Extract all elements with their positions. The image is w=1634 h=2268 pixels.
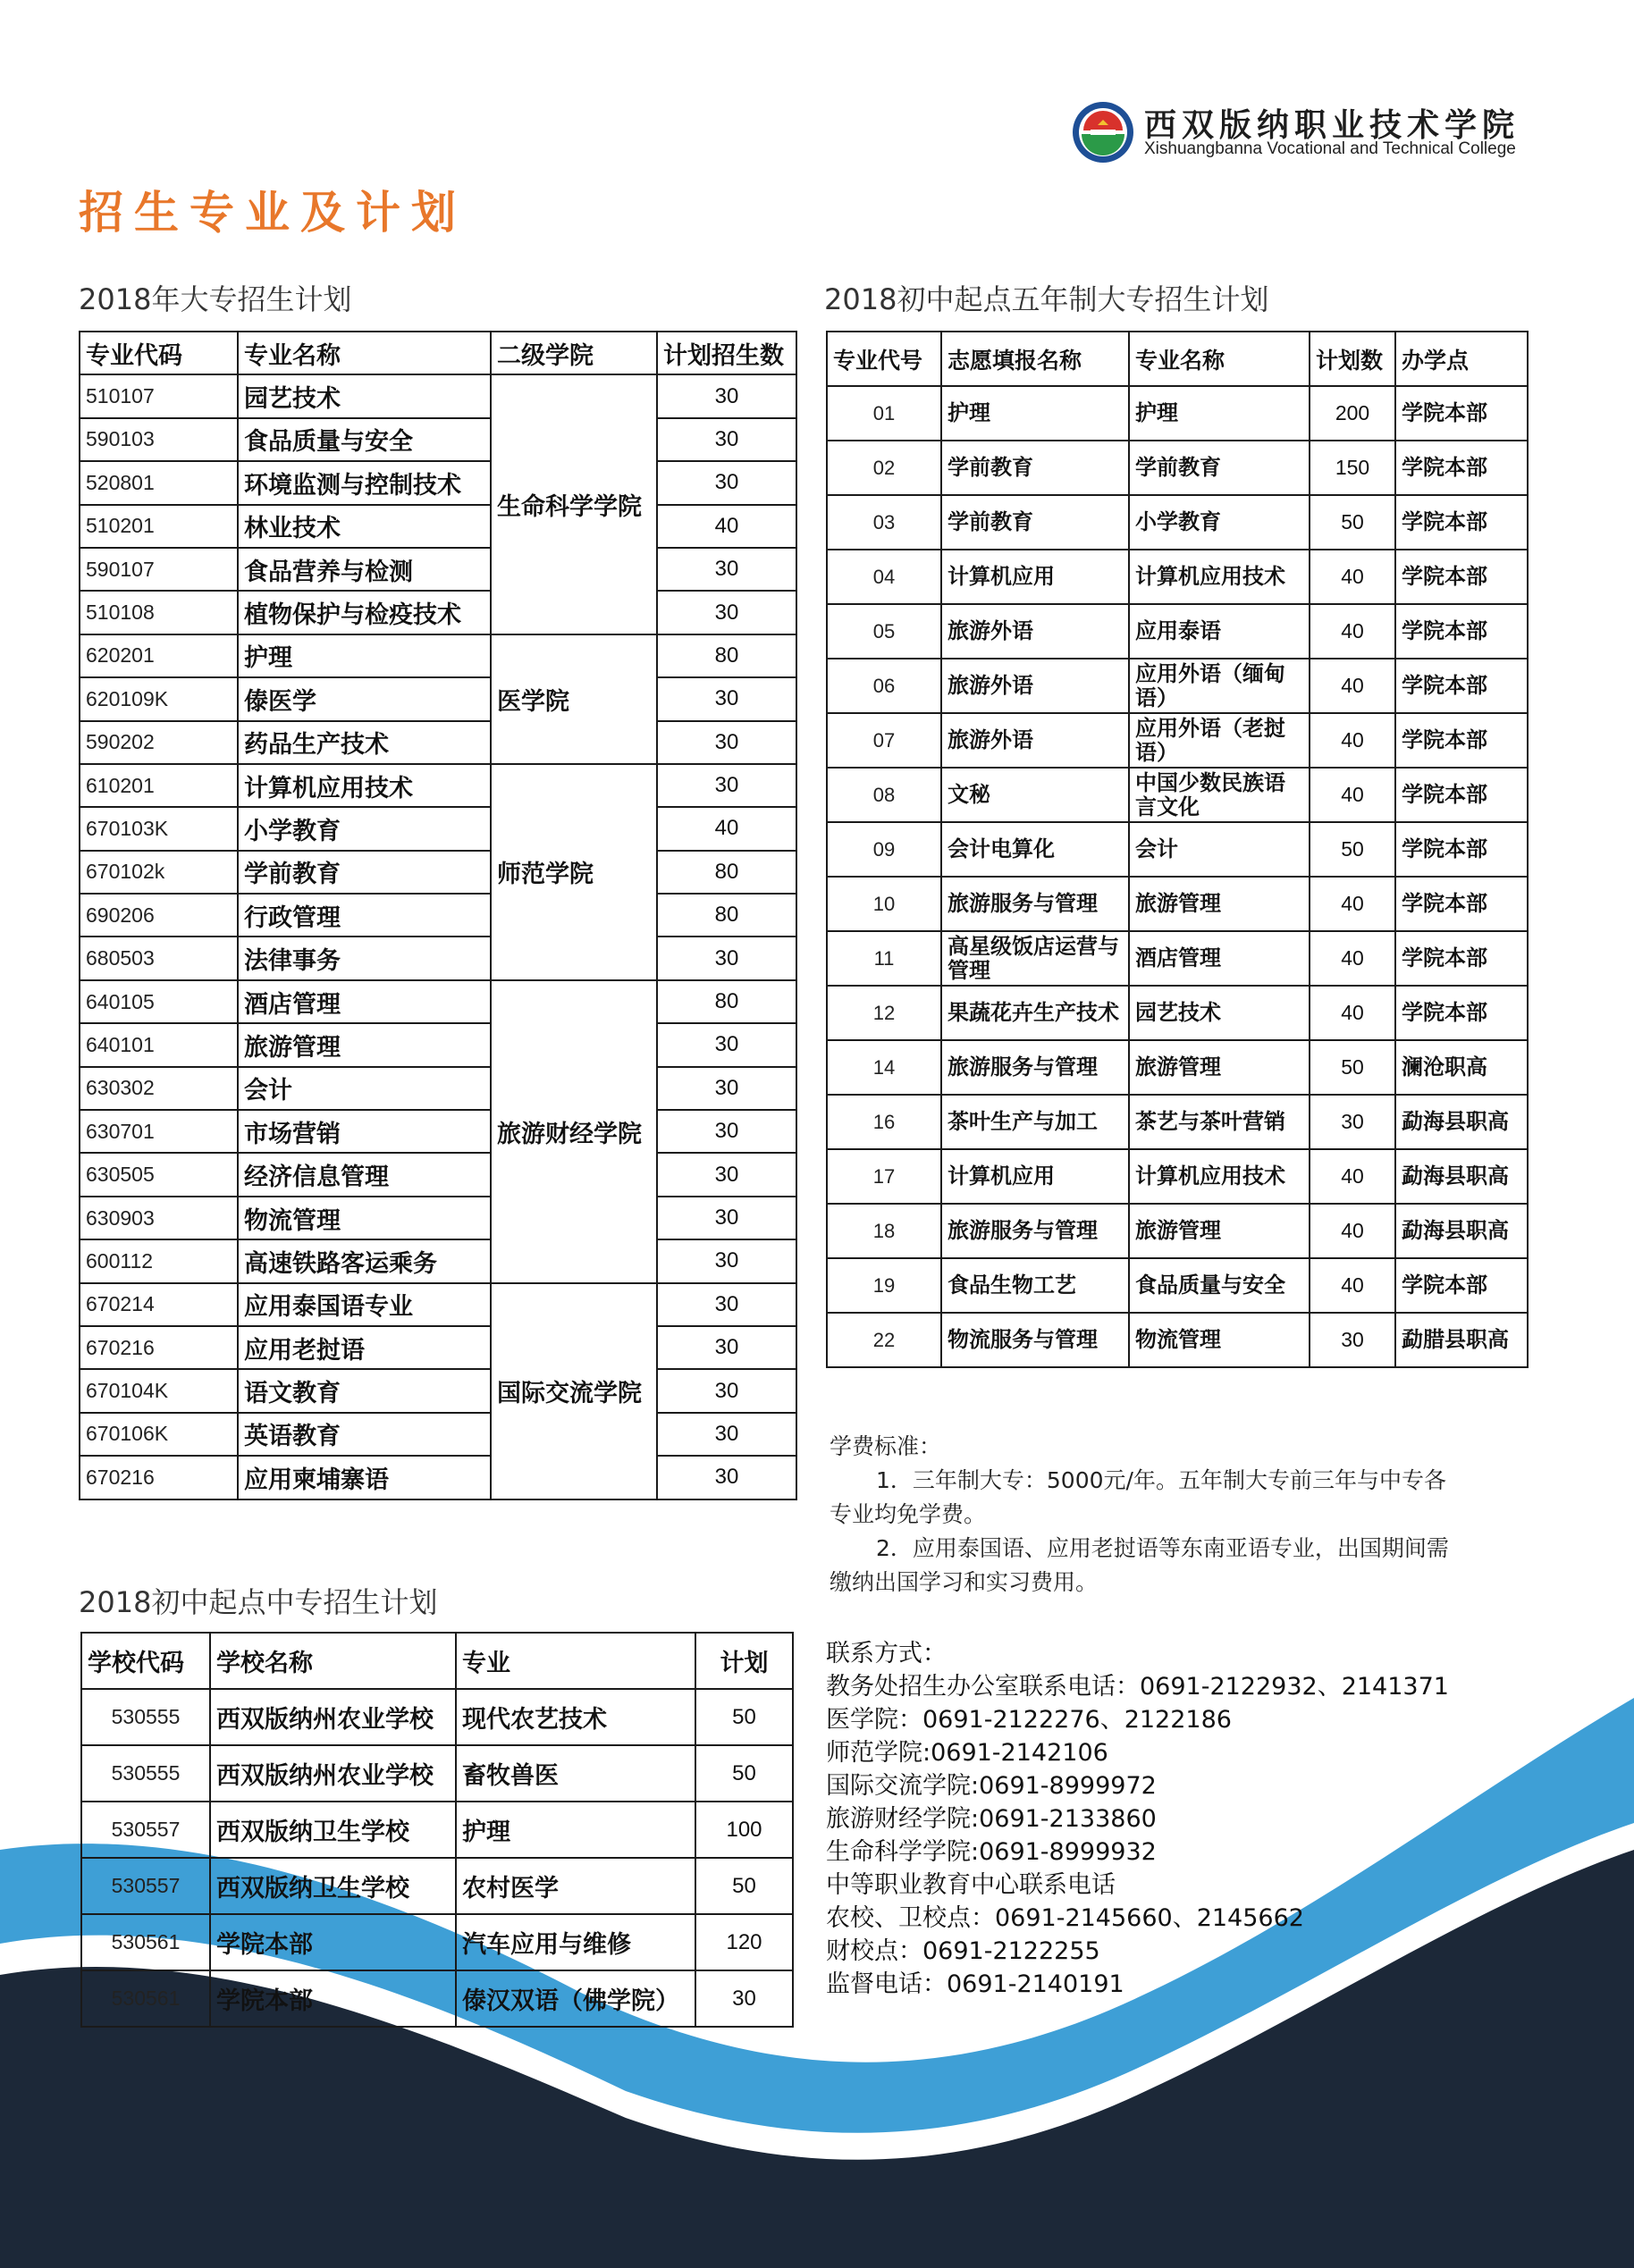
contact-line: 中等职业教育中心联系电话: [826, 1871, 1116, 1899]
table-row: [80, 1023, 796, 1066]
major-name-cell: 应用泰语: [1129, 604, 1310, 659]
table-row: [80, 894, 796, 937]
major-cell: 现代农艺技术: [456, 1689, 695, 1745]
major-name-cell: 学前教育: [238, 851, 491, 894]
plan-count-cell: 30: [657, 548, 796, 591]
major-name-cell: 应用老挝语: [238, 1326, 491, 1369]
major-no-cell: 07: [827, 713, 941, 768]
contact-line: 农校、卫校点：0691-2145660、2145662: [826, 1904, 1304, 1932]
school-name-cell: 学院本部: [210, 1914, 456, 1970]
table-header-row: [80, 332, 796, 374]
major-name-cell: 应用外语（缅甸语）: [1129, 659, 1310, 713]
apply-name-cell: 茶叶生产与加工: [941, 1095, 1129, 1149]
col-header-dept: 二级学院: [491, 332, 657, 374]
major-name-cell: 应用外语（老挝语）: [1129, 713, 1310, 768]
plan-count-cell: 40: [657, 807, 796, 850]
fee-heading: 学费标准：: [830, 1433, 942, 1459]
major-no-cell: 14: [827, 1040, 941, 1095]
major-code-cell: 670103K: [80, 807, 238, 850]
contact-line: 监督电话：0691-2140191: [826, 1970, 1124, 1998]
apply-name-cell: 计算机应用: [941, 1149, 1129, 1204]
apply-name-cell: 旅游外语: [941, 659, 1129, 713]
site-cell: 学院本部: [1395, 386, 1528, 441]
plan-count-cell: 50: [1310, 495, 1395, 550]
major-name-cell: 环境监测与控制技术: [238, 461, 491, 504]
apply-name-cell: 会计电算化: [941, 822, 1129, 877]
table-row: [827, 386, 1528, 441]
plan-count-cell: 40: [1310, 931, 1395, 986]
college-plan-table: [79, 331, 797, 1500]
plan-count-cell: 30: [657, 1456, 796, 1499]
table-row: [80, 980, 796, 1023]
major-name-cell: 计算机应用技术: [1129, 550, 1310, 604]
table-header-row: [81, 1633, 793, 1689]
plan-count-cell: 80: [657, 634, 796, 677]
major-no-cell: 02: [827, 441, 941, 495]
major-no-cell: 01: [827, 386, 941, 441]
table-header-row: [827, 332, 1528, 386]
college-header: [1071, 98, 1571, 170]
plan-count-cell: 30: [657, 1413, 796, 1456]
department-cell: 生命科学学院: [491, 374, 657, 634]
plan-count-cell: 40: [1310, 604, 1395, 659]
table-row: [80, 1413, 796, 1456]
major-no-cell: 06: [827, 659, 941, 713]
school-code-cell: 530555: [81, 1689, 210, 1745]
major-name-cell: 英语教育: [238, 1413, 491, 1456]
plan-count-cell: 30: [657, 1239, 796, 1282]
school-code-cell: 530557: [81, 1802, 210, 1858]
table-row: [80, 548, 796, 591]
major-code-cell: 680503: [80, 937, 238, 979]
table-row: [81, 1858, 793, 1914]
col-header-major: 专业: [456, 1633, 695, 1689]
major-no-cell: 16: [827, 1095, 941, 1149]
table-row: [80, 634, 796, 677]
plan-count-cell: 40: [657, 505, 796, 548]
major-no-cell: 11: [827, 931, 941, 986]
major-name-cell: 酒店管理: [238, 980, 491, 1023]
school-name-cell: 西双版纳卫生学校: [210, 1802, 456, 1858]
fee-item2-line1: 2．应用泰国语、应用老挝语等东南亚语专业，出国期间需: [876, 1535, 1449, 1561]
apply-name-cell: 计算机应用: [941, 550, 1129, 604]
major-cell: 农村医学: [456, 1858, 695, 1914]
major-code-cell: 670102k: [80, 851, 238, 894]
plan-count-cell: 50: [1310, 822, 1395, 877]
table-row: [80, 807, 796, 850]
major-code-cell: 610201: [80, 764, 238, 807]
plan-count-cell: 30: [657, 1283, 796, 1326]
plan-count-cell: 30: [657, 418, 796, 461]
plan-count-cell: 40: [1310, 1258, 1395, 1313]
major-no-cell: 03: [827, 495, 941, 550]
table-row: [80, 1239, 796, 1282]
fee-item1-line1: 1．三年制大专：5000元/年。五年制大专前三年与中专各: [876, 1467, 1446, 1493]
major-name-cell: 食品质量与安全: [1129, 1258, 1310, 1313]
major-code-cell: 590103: [80, 418, 238, 461]
major-name-cell: 物流管理: [238, 1197, 491, 1239]
major-name-cell: 旅游管理: [1129, 877, 1310, 931]
table-row: [81, 1802, 793, 1858]
contact-line: 生命科学学院:0691-8999932: [826, 1838, 1157, 1866]
major-name-cell: 茶艺与茶叶营销: [1129, 1095, 1310, 1149]
table-row: [80, 461, 796, 504]
major-code-cell: 630701: [80, 1110, 238, 1153]
major-code-cell: 600112: [80, 1239, 238, 1282]
table-row: [80, 505, 796, 548]
plan-count-cell: 30: [657, 764, 796, 807]
plan-count-cell: 40: [1310, 1204, 1395, 1258]
col-header-plan: 计划: [695, 1633, 793, 1689]
school-name-cell: 西双版纳卫生学校: [210, 1858, 456, 1914]
contact-line: 旅游财经学院:0691-2133860: [826, 1805, 1157, 1833]
plan-count-cell: 40: [1310, 713, 1395, 768]
major-name-cell: 酒店管理: [1129, 931, 1310, 986]
plan-count-cell: 50: [695, 1745, 793, 1802]
plan-count-cell: 40: [1310, 986, 1395, 1040]
plan-count-cell: 30: [1310, 1095, 1395, 1149]
major-name-cell: 行政管理: [238, 894, 491, 937]
plan-count-cell: 30: [657, 1023, 796, 1066]
plan-count-cell: 30: [657, 591, 796, 634]
college-logo-icon: [1071, 100, 1135, 164]
table-row: [80, 1197, 796, 1239]
school-name-cell: 西双版纳州农业学校: [210, 1689, 456, 1745]
plan-count-cell: 30: [657, 1369, 796, 1412]
table-row: [827, 1313, 1528, 1367]
major-no-cell: 12: [827, 986, 941, 1040]
major-name-cell: 食品质量与安全: [238, 418, 491, 461]
major-no-cell: 19: [827, 1258, 941, 1313]
major-name-cell: 学前教育: [1129, 441, 1310, 495]
col-header-no: 专业代号: [827, 332, 941, 386]
table-row: [827, 495, 1528, 550]
table-row: [80, 591, 796, 634]
major-name-cell: 计算机应用技术: [1129, 1149, 1310, 1204]
major-name-cell: 旅游管理: [238, 1023, 491, 1066]
table-row: [81, 1745, 793, 1802]
table-row: [80, 677, 796, 720]
table-row: [827, 768, 1528, 822]
school-name-cell: 学院本部: [210, 1970, 456, 2027]
major-code-cell: 630505: [80, 1153, 238, 1196]
major-name-cell: 经济信息管理: [238, 1153, 491, 1196]
major-no-cell: 08: [827, 768, 941, 822]
site-cell: 勐腊县职高: [1395, 1313, 1528, 1367]
table-row: [80, 374, 796, 417]
site-cell: 学院本部: [1395, 441, 1528, 495]
department-cell: 旅游财经学院: [491, 980, 657, 1283]
major-code-cell: 670216: [80, 1326, 238, 1369]
table-row: [827, 822, 1528, 877]
site-cell: 勐海县职高: [1395, 1149, 1528, 1204]
major-code-cell: 690206: [80, 894, 238, 937]
major-no-cell: 04: [827, 550, 941, 604]
table3-title: 2018初中起点中专招生计划: [79, 1585, 438, 1619]
contact-line: 国际交流学院:0691-8999972: [826, 1772, 1157, 1800]
table1-title: 2018年大专招生计划: [79, 282, 352, 316]
site-cell: 澜沧职高: [1395, 1040, 1528, 1095]
major-name-cell: 小学教育: [238, 807, 491, 850]
table-row: [827, 441, 1528, 495]
site-cell: 学院本部: [1395, 495, 1528, 550]
table-row: [827, 604, 1528, 659]
apply-name-cell: 文秘: [941, 768, 1129, 822]
major-code-cell: 590202: [80, 721, 238, 764]
major-code-cell: 670216: [80, 1456, 238, 1499]
table-row: [81, 1914, 793, 1970]
fee-item2-line2: 缴纳出国学习和实习费用。: [830, 1569, 1099, 1595]
major-no-cell: 05: [827, 604, 941, 659]
plan-count-cell: 50: [695, 1689, 793, 1745]
plan-count-cell: 30: [657, 937, 796, 979]
col-header-site: 办学点: [1395, 332, 1528, 386]
school-code-cell: 530557: [81, 1858, 210, 1914]
major-code-cell: 620201: [80, 634, 238, 677]
major-code-cell: 630903: [80, 1197, 238, 1239]
apply-name-cell: 物流服务与管理: [941, 1313, 1129, 1367]
table-row: [80, 1456, 796, 1499]
plan-count-cell: 30: [657, 1067, 796, 1110]
plan-count-cell: 30: [695, 1970, 793, 2027]
major-name-cell: 园艺技术: [238, 374, 491, 417]
site-cell: 勐海县职高: [1395, 1204, 1528, 1258]
apply-name-cell: 旅游服务与管理: [941, 1204, 1129, 1258]
school-code-cell: 530561: [81, 1914, 210, 1970]
major-name-cell: 傣医学: [238, 677, 491, 720]
table-row: [80, 1110, 796, 1153]
table-row: [827, 1258, 1528, 1313]
college-name-cn: 西双版纳职业技术学院: [1144, 106, 1520, 144]
table-row: [81, 1689, 793, 1745]
site-cell: 学院本部: [1395, 550, 1528, 604]
major-name-cell: 会计: [1129, 822, 1310, 877]
major-cell: 傣汉双语（佛学院）: [456, 1970, 695, 2027]
five-year-plan-table: [826, 331, 1529, 1368]
department-cell: 医学院: [491, 634, 657, 764]
secondary-plan-table: [80, 1632, 794, 2028]
apply-name-cell: 高星级饭店运营与管理: [941, 931, 1129, 986]
plan-count-cell: 30: [657, 1197, 796, 1239]
plan-count-cell: 80: [657, 980, 796, 1023]
site-cell: 学院本部: [1395, 768, 1528, 822]
major-cell: 汽车应用与维修: [456, 1914, 695, 1970]
col-header-code: 专业代码: [80, 332, 238, 374]
contact-line: 医学院：0691-2122276、2122186: [826, 1706, 1232, 1734]
major-name-cell: 应用柬埔寨语: [238, 1456, 491, 1499]
table-row: [827, 1204, 1528, 1258]
apply-name-cell: 旅游外语: [941, 713, 1129, 768]
table-row: [827, 1149, 1528, 1204]
apply-name-cell: 旅游服务与管理: [941, 1040, 1129, 1095]
apply-name-cell: 食品生物工艺: [941, 1258, 1129, 1313]
site-cell: 学院本部: [1395, 604, 1528, 659]
table-row: [80, 1369, 796, 1412]
table-row: [827, 713, 1528, 768]
col-header-school-code: 学校代码: [81, 1633, 210, 1689]
table-row: [80, 1283, 796, 1326]
major-name-cell: 小学教育: [1129, 495, 1310, 550]
major-code-cell: 510201: [80, 505, 238, 548]
table-row: [80, 937, 796, 979]
major-name-cell: 计算机应用技术: [238, 764, 491, 807]
table-row: [827, 931, 1528, 986]
major-name-cell: 物流管理: [1129, 1313, 1310, 1367]
plan-count-cell: 80: [657, 894, 796, 937]
site-cell: 学院本部: [1395, 1258, 1528, 1313]
plan-count-cell: 30: [657, 1326, 796, 1369]
table-row: [80, 418, 796, 461]
plan-count-cell: 40: [1310, 550, 1395, 604]
table-row: [81, 1970, 793, 2027]
major-name-cell: 园艺技术: [1129, 986, 1310, 1040]
col-header-apply: 志愿填报名称: [941, 332, 1129, 386]
table-row: [80, 1153, 796, 1196]
plan-count-cell: 30: [657, 461, 796, 504]
plan-count-cell: 50: [1310, 1040, 1395, 1095]
apply-name-cell: 学前教育: [941, 441, 1129, 495]
major-name-cell: 应用泰国语专业: [238, 1283, 491, 1326]
plan-count-cell: 30: [657, 677, 796, 720]
major-name-cell: 市场营销: [238, 1110, 491, 1153]
plan-count-cell: 30: [657, 1153, 796, 1196]
col-header-major: 专业名称: [1129, 332, 1310, 386]
table-row: [827, 550, 1528, 604]
major-name-cell: 旅游管理: [1129, 1040, 1310, 1095]
major-cell: 畜牧兽医: [456, 1745, 695, 1802]
major-no-cell: 10: [827, 877, 941, 931]
site-cell: 学院本部: [1395, 877, 1528, 931]
major-code-cell: 670214: [80, 1283, 238, 1326]
plan-count-cell: 30: [657, 721, 796, 764]
major-code-cell: 510107: [80, 374, 238, 417]
col-header-num: 计划数: [1310, 332, 1395, 386]
table-row: [827, 877, 1528, 931]
major-code-cell: 510108: [80, 591, 238, 634]
plan-count-cell: 30: [657, 1110, 796, 1153]
col-header-plan: 计划招生数: [657, 332, 796, 374]
fee-standard: [830, 1430, 1527, 1600]
site-cell: 学院本部: [1395, 986, 1528, 1040]
major-name-cell: 林业技术: [238, 505, 491, 548]
major-no-cell: 18: [827, 1204, 941, 1258]
major-name-cell: 中国少数民族语言文化: [1129, 768, 1310, 822]
plan-count-cell: 120: [695, 1914, 793, 1970]
major-name-cell: 高速铁路客运乘务: [238, 1239, 491, 1282]
apply-name-cell: 护理: [941, 386, 1129, 441]
site-cell: 学院本部: [1395, 931, 1528, 986]
table-row: [80, 1326, 796, 1369]
major-name-cell: 护理: [238, 634, 491, 677]
school-code-cell: 530555: [81, 1745, 210, 1802]
school-code-cell: 530561: [81, 1970, 210, 2027]
plan-count-cell: 200: [1310, 386, 1395, 441]
major-name-cell: 法律事务: [238, 937, 491, 979]
major-no-cell: 22: [827, 1313, 941, 1367]
site-cell: 学院本部: [1395, 822, 1528, 877]
table-row: [827, 659, 1528, 713]
department-cell: 师范学院: [491, 764, 657, 980]
plan-count-cell: 50: [695, 1858, 793, 1914]
college-name-en: Xishuangbanna Vocational and Technical College: [1144, 139, 1516, 158]
major-name-cell: 药品生产技术: [238, 721, 491, 764]
major-code-cell: 670106K: [80, 1413, 238, 1456]
plan-count-cell: 40: [1310, 768, 1395, 822]
major-name-cell: 旅游管理: [1129, 1204, 1310, 1258]
major-no-cell: 17: [827, 1149, 941, 1204]
plan-count-cell: 100: [695, 1802, 793, 1858]
table-row: [80, 1067, 796, 1110]
site-cell: 勐海县职高: [1395, 1095, 1528, 1149]
major-name-cell: 植物保护与检疫技术: [238, 591, 491, 634]
plan-count-cell: 30: [1310, 1313, 1395, 1367]
contact-line: 教务处招生办公室联系电话：0691-2122932、2141371: [826, 1673, 1449, 1701]
table-row: [80, 721, 796, 764]
major-name-cell: 护理: [1129, 386, 1310, 441]
plan-count-cell: 40: [1310, 877, 1395, 931]
apply-name-cell: 旅游服务与管理: [941, 877, 1129, 931]
plan-count-cell: 80: [657, 851, 796, 894]
apply-name-cell: 旅游外语: [941, 604, 1129, 659]
department-cell: 国际交流学院: [491, 1283, 657, 1499]
fee-item1-line2: 专业均免学费。: [830, 1501, 987, 1527]
contact-line: 财校点：0691-2122255: [826, 1937, 1100, 1965]
apply-name-cell: 果蔬花卉生产技术: [941, 986, 1129, 1040]
plan-count-cell: 150: [1310, 441, 1395, 495]
school-name-cell: 西双版纳州农业学校: [210, 1745, 456, 1802]
plan-count-cell: 30: [657, 374, 796, 417]
site-cell: 学院本部: [1395, 713, 1528, 768]
plan-count-cell: 40: [1310, 659, 1395, 713]
major-code-cell: 520801: [80, 461, 238, 504]
contact-line: 联系方式：: [826, 1640, 947, 1667]
table2-title: 2018初中起点五年制大专招生计划: [824, 282, 1269, 316]
major-code-cell: 590107: [80, 548, 238, 591]
major-no-cell: 09: [827, 822, 941, 877]
apply-name-cell: 学前教育: [941, 495, 1129, 550]
plan-count-cell: 40: [1310, 1149, 1395, 1204]
major-code-cell: 630302: [80, 1067, 238, 1110]
col-header-name: 专业名称: [238, 332, 491, 374]
contact-info: [826, 1637, 1541, 2001]
contact-line: 师范学院:0691-2142106: [826, 1739, 1108, 1767]
col-header-school-name: 学校名称: [210, 1633, 456, 1689]
site-cell: 学院本部: [1395, 659, 1528, 713]
major-code-cell: 670104K: [80, 1369, 238, 1412]
major-code-cell: 620109K: [80, 677, 238, 720]
major-name-cell: 语文教育: [238, 1369, 491, 1412]
major-code-cell: 640105: [80, 980, 238, 1023]
table-row: [80, 764, 796, 807]
table-row: [827, 1040, 1528, 1095]
major-name-cell: 会计: [238, 1067, 491, 1110]
page-title: 招生专业及计划: [79, 186, 467, 239]
table-row: [80, 851, 796, 894]
major-name-cell: 食品营养与检测: [238, 548, 491, 591]
major-code-cell: 640101: [80, 1023, 238, 1066]
major-cell: 护理: [456, 1802, 695, 1858]
table-row: [827, 1095, 1528, 1149]
table-row: [827, 986, 1528, 1040]
